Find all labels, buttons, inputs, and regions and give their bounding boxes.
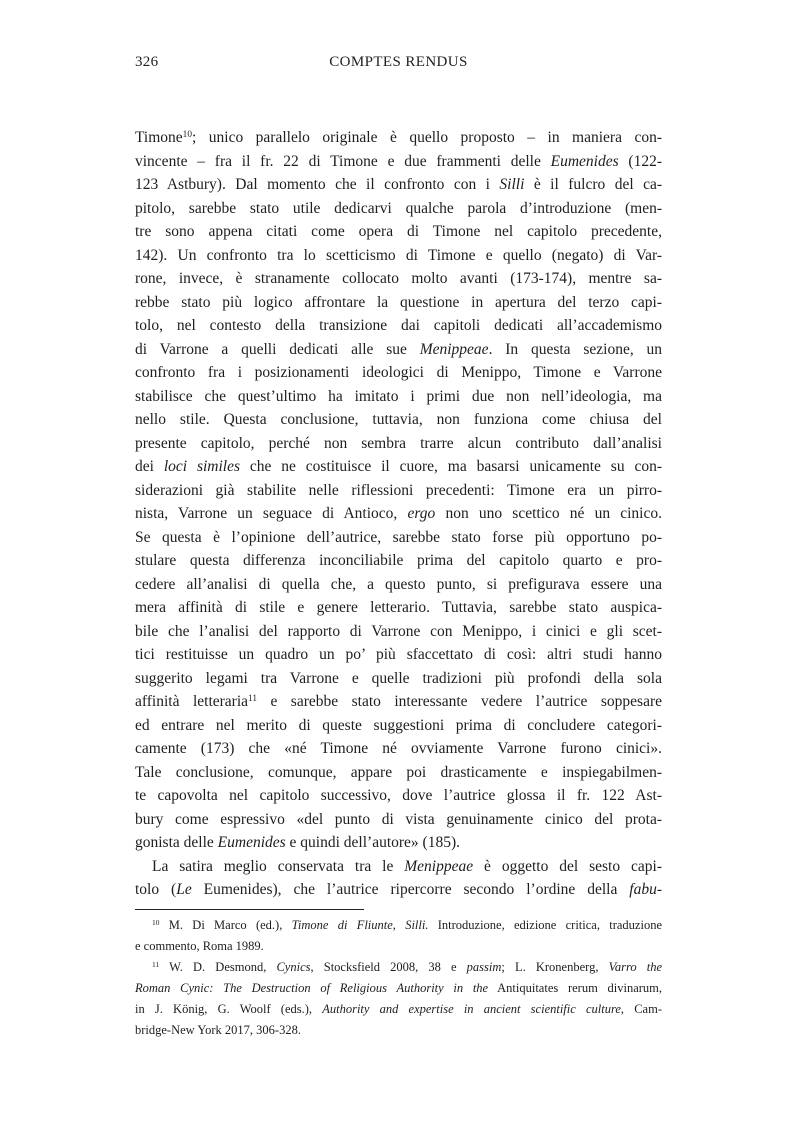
text-line: presente capitolo, perché non sembra trarre alcun contributo dall’analisi (135, 434, 662, 452)
text-line: rebbe stato più logico affrontare la questione in apertura del terzo capi- (135, 293, 662, 311)
text-line: cedere all’analisi di quella che, a questo punto, si prefigurava essere una (135, 575, 662, 593)
text-line: siderazioni già stabilite nelle riflessioni precedenti: Timone era un pirro- (135, 481, 662, 499)
text-line: nista, Varrone un seguace di Antioco, ergo non uno scettico né un cinico. (135, 505, 662, 522)
text-line: di Varrone a quelli dedicati alle sue Menippeae. In questa sezione, un (135, 340, 662, 358)
page-number: 326 (135, 54, 159, 70)
footnote-line: e commento, Roma 1989. (135, 939, 264, 953)
text-line: nello stile. Questa conclusione, tuttavia, non funziona come chiusa del (135, 411, 662, 428)
text-line: ed entrare nel merito di queste suggestioni prima di concludere categori- (135, 716, 662, 734)
text-line: tre sono appena citati come opera di Timone nel capitolo precedente, (135, 223, 662, 240)
review-text (135, 126, 662, 902)
text-line: confronto fra i posizionamenti ideologici di Menippo, Timone e Varrone (135, 364, 662, 381)
footnote-line: bridge-New York 2017, 306-328. (135, 1023, 301, 1037)
text-line: stulare questa differenza inconciliabile prima del capitolo quarto e pro- (135, 552, 662, 569)
text-line: camente (173) che «né Timone né ovviamente Varrone furono cinici». (135, 740, 662, 757)
text-line: affinità letteraria$^{11}$ e sarebbe stato interessante vedere l’autrice soppesare (135, 693, 662, 710)
text-line: 142). Un confronto tra lo scetticismo di Timone e quello (negato) di Var- (135, 246, 662, 264)
footnotes (135, 915, 662, 1041)
text-line: Se questa è l’opinione dell’autrice, sarebbe stato forse più opportuno po- (135, 528, 662, 546)
page-header (135, 54, 662, 74)
text-line: pitolo, sarebbe stato utile dedicarvi qualche parola d’introduzione (men- (135, 199, 662, 217)
text-line: mera affinità di stile e genere letterario. Tuttavia, sarebbe stato auspica- (135, 599, 662, 616)
text-line: vincente – fra il fr. 22 di Timone e due frammenti delle Eumenides (122- (135, 152, 662, 170)
text-line: La satira meglio conservata tra le Menippeae è oggetto del sesto capi- (152, 857, 662, 875)
running-head: COMPTES RENDUS (329, 54, 468, 70)
text-line: 123 Astbury). Dal momento che il confronto con i Silli è il fulcro del ca- (135, 176, 663, 193)
footnote-line: Roman Cynic: The Destruction of Religious Authority in the Antiquitates rerum divinarum, (135, 981, 662, 995)
text-line: Timone$^{10}$; unico parallelo originale è quello proposto – in maniera con- (135, 129, 662, 146)
text-line: rone, invece, è stranamente collocato molto avanti (173-174), mentre sa- (135, 270, 662, 287)
text-line: bile che l’analisi del rapporto di Varrone con Menippo, i cinici e gli scet- (135, 622, 662, 640)
text-line: Tale conclusione, comunque, appare poi drasticamente e inspiegabilmen- (135, 763, 662, 781)
text-line: tolo (Le Eumenides), che l’autrice ripercorre secondo l’ordine della fabu- (135, 881, 663, 898)
text-line: stabilisce che quest’ultimo ha imitato i primi due non nell’ideologia, ma (135, 387, 662, 405)
text-line: suggerito legami tra Varrone e quelle tradizioni più profondi della sola (135, 669, 662, 687)
text-line: tolo, nel contesto della transizione dai capitoli dedicati all’accademismo (135, 317, 662, 334)
text-line: dei loci similes che ne costituisce il cuore, ma basarsi unicamente su con- (135, 458, 663, 475)
footnote-line: in J. König, G. Woolf (eds.), Authority and expertise in ancient scientific culture, Cam- (135, 1002, 662, 1016)
footnote-line: $^{11}$ W. D. Desmond, Cynics, Stocksfield 2008, 38 e passim; L. Kronenberg, Varro the (152, 959, 663, 974)
text-line: gonista delle Eumenides e quindi dell’autore» (185). (135, 834, 460, 851)
text-line: te capovolta nel capitolo successivo, dove l’autrice glossa il fr. 122 Ast- (135, 787, 662, 804)
footnote-line: $^{10}$ M. Di Marco (ed.), Timone di Fliunte, Silli. Introduzione, edizione critica, traduzione (152, 917, 662, 932)
text-line: bury come espressivo «del punto di vista genuinamente cinico del prota- (135, 810, 662, 828)
footnote-separator (135, 909, 364, 910)
text-line: tici restituisse un quadro un po’ più sfaccettato di così: altri studi hanno (135, 646, 662, 663)
